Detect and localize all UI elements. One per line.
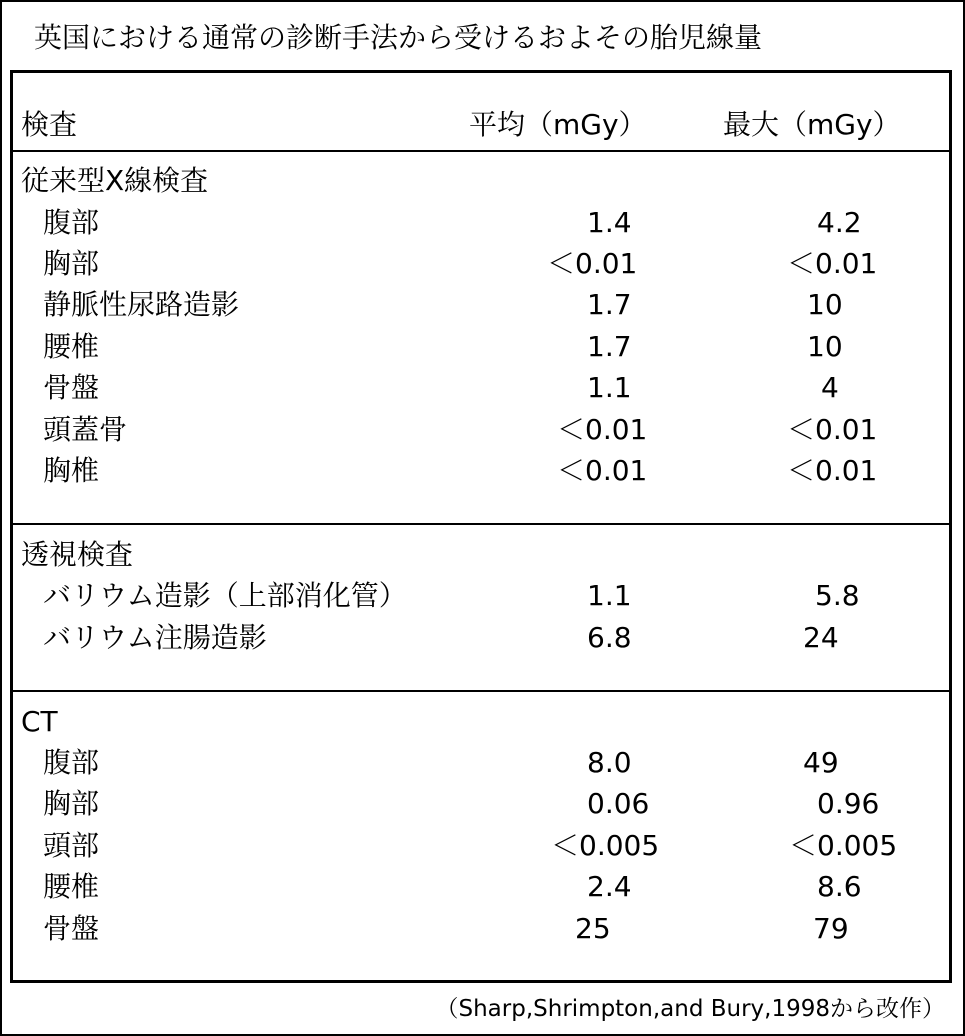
row-label: 頭蓋骨 bbox=[43, 413, 128, 446]
row-max: ＜0.01 bbox=[787, 247, 878, 280]
section-title: CT bbox=[21, 705, 58, 738]
row-label: 胸部 bbox=[43, 787, 100, 820]
row-max: ＜0.005 bbox=[789, 829, 898, 862]
row-max: 4.2 bbox=[817, 206, 862, 239]
section-title: 透視検査 bbox=[21, 538, 134, 571]
row-mean: ＜0.01 bbox=[557, 413, 648, 446]
row-mean: 8.0 bbox=[587, 746, 632, 779]
header-mean: 平均（mGy） bbox=[469, 108, 647, 141]
row-max: 24 bbox=[803, 621, 839, 654]
row-mean: 1.1 bbox=[587, 579, 632, 612]
row-mean: 1.7 bbox=[587, 330, 632, 363]
row-label: 頭部 bbox=[43, 829, 100, 862]
row-mean: 1.7 bbox=[587, 288, 632, 321]
row-label: 胸椎 bbox=[43, 454, 100, 487]
row-max: 79 bbox=[813, 912, 849, 945]
row-max: ＜0.01 bbox=[787, 413, 878, 446]
section-divider bbox=[13, 523, 949, 525]
header-max: 最大（mGy） bbox=[723, 108, 901, 141]
row-label: 腰椎 bbox=[43, 870, 100, 903]
row-mean: 1.4 bbox=[587, 206, 632, 239]
row-mean: ＜0.005 bbox=[551, 829, 660, 862]
row-label: 静脈性尿路造影 bbox=[43, 288, 240, 321]
row-label: 腰椎 bbox=[43, 330, 100, 363]
section-divider bbox=[13, 690, 949, 692]
row-label: 腹部 bbox=[43, 746, 100, 779]
row-max: 10 bbox=[807, 330, 843, 363]
row-max: ＜0.01 bbox=[787, 454, 878, 487]
row-mean: 0.06 bbox=[587, 787, 650, 820]
row-mean: 2.4 bbox=[587, 870, 632, 903]
section-title: 従来型X線検査 bbox=[21, 164, 209, 197]
row-max: 4 bbox=[821, 371, 839, 404]
header-exam: 検査 bbox=[21, 108, 78, 141]
row-label: 骨盤 bbox=[43, 912, 100, 945]
row-max: 0.96 bbox=[817, 787, 880, 820]
row-label: 腹部 bbox=[43, 206, 100, 239]
row-label: バリウム造影（上部消化管） bbox=[43, 579, 407, 612]
row-max: 10 bbox=[807, 288, 843, 321]
dose-table bbox=[10, 70, 952, 983]
row-max: 49 bbox=[803, 746, 839, 779]
row-mean: ＜0.01 bbox=[547, 247, 638, 280]
row-label: バリウム注腸造影 bbox=[43, 621, 267, 654]
row-mean: 6.8 bbox=[587, 621, 632, 654]
row-max: 8.6 bbox=[817, 870, 862, 903]
row-mean: 1.1 bbox=[587, 371, 632, 404]
row-label: 骨盤 bbox=[43, 371, 100, 404]
row-mean: ＜0.01 bbox=[557, 454, 648, 487]
row-mean: 25 bbox=[575, 912, 611, 945]
row-max: 5.8 bbox=[815, 579, 860, 612]
source-citation: （Sharp,Shrimpton,and Bury,1998から改作） bbox=[435, 996, 945, 1022]
table-title: 英国における通常の診断手法から受けるおよその胎児線量 bbox=[34, 21, 763, 54]
row-label: 胸部 bbox=[43, 247, 100, 280]
header-divider bbox=[13, 150, 949, 152]
